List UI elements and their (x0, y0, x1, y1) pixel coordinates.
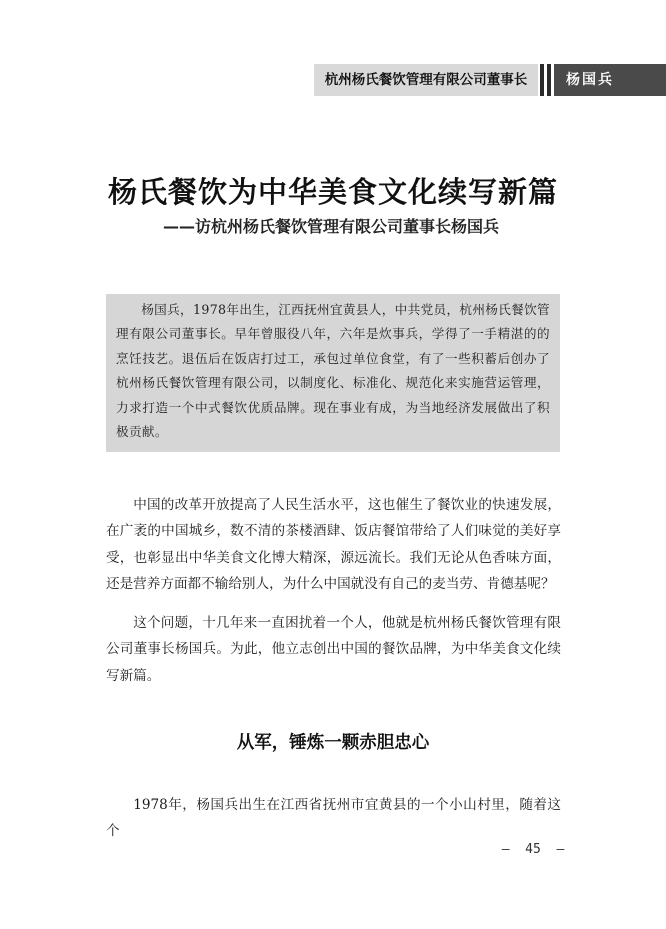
body-paragraph-2 (106, 610, 561, 689)
intro-summary-text: 杨国兵，1978年出生，江西抚州宜黄县人，中共党员，杭州杨氏餐饮管理有限公司董事长。早年曾服役八年，六年是炊事兵，学得了一手精湛的的烹饪技艺。退伍后在饭店打过工，承包过单位食堂，有了一些积蓄后创办了杭州杨氏餐饮管理有限公司，以制度化、标准化、规范化来实施营运管理，力求打造一个中式餐饮优质品牌。现在事业有成，为当地经济发展做出了积极贡献。 (116, 302, 551, 440)
header-separator-bars (538, 64, 554, 96)
paragraph-text: 1978年，杨国兵出生在江西省抚州市宜黄县的一个小山村里，随着这个 (106, 797, 561, 840)
body-paragraph-3 (106, 792, 561, 845)
paragraph-text: 中国的改革开放提高了人民生活水平，这也催生了餐饮业的快速发展，在广袤的中国城乡，数不清的茶楼酒肆、饭店餐馆带给了人们味觉的美好享受，也彰显出中华美食文化博大精深，源远流长。我们无论从色香味方面，还是营养方面都不输给别人，为什么中国就没有自己的麦当劳、肯德基呢？ (106, 497, 561, 593)
section-heading: 从军，锤炼一颗赤胆忠心 (236, 733, 430, 753)
header-person-name: 杨国兵 (554, 64, 666, 96)
header-title: 杭州杨氏餐饮管理有限公司董事长 (314, 64, 538, 96)
page-number: — 45 — (501, 842, 565, 857)
article-subtitle: ——访杭州杨氏餐饮管理有限公司董事长杨国兵 (163, 217, 500, 236)
running-header (314, 64, 666, 96)
article-title: 杨氏餐饮为中华美食文化续写新篇 (107, 175, 558, 209)
paragraph-text: 这个问题，十几年来一直困扰着一个人，他就是杭州杨氏餐饮管理有限公司董事长杨国兵。为此，他立志创出中国的餐饮品牌，为中华美食文化续写新篇。 (106, 615, 561, 684)
intro-summary-box (106, 294, 560, 452)
body-paragraph-1 (106, 492, 561, 598)
